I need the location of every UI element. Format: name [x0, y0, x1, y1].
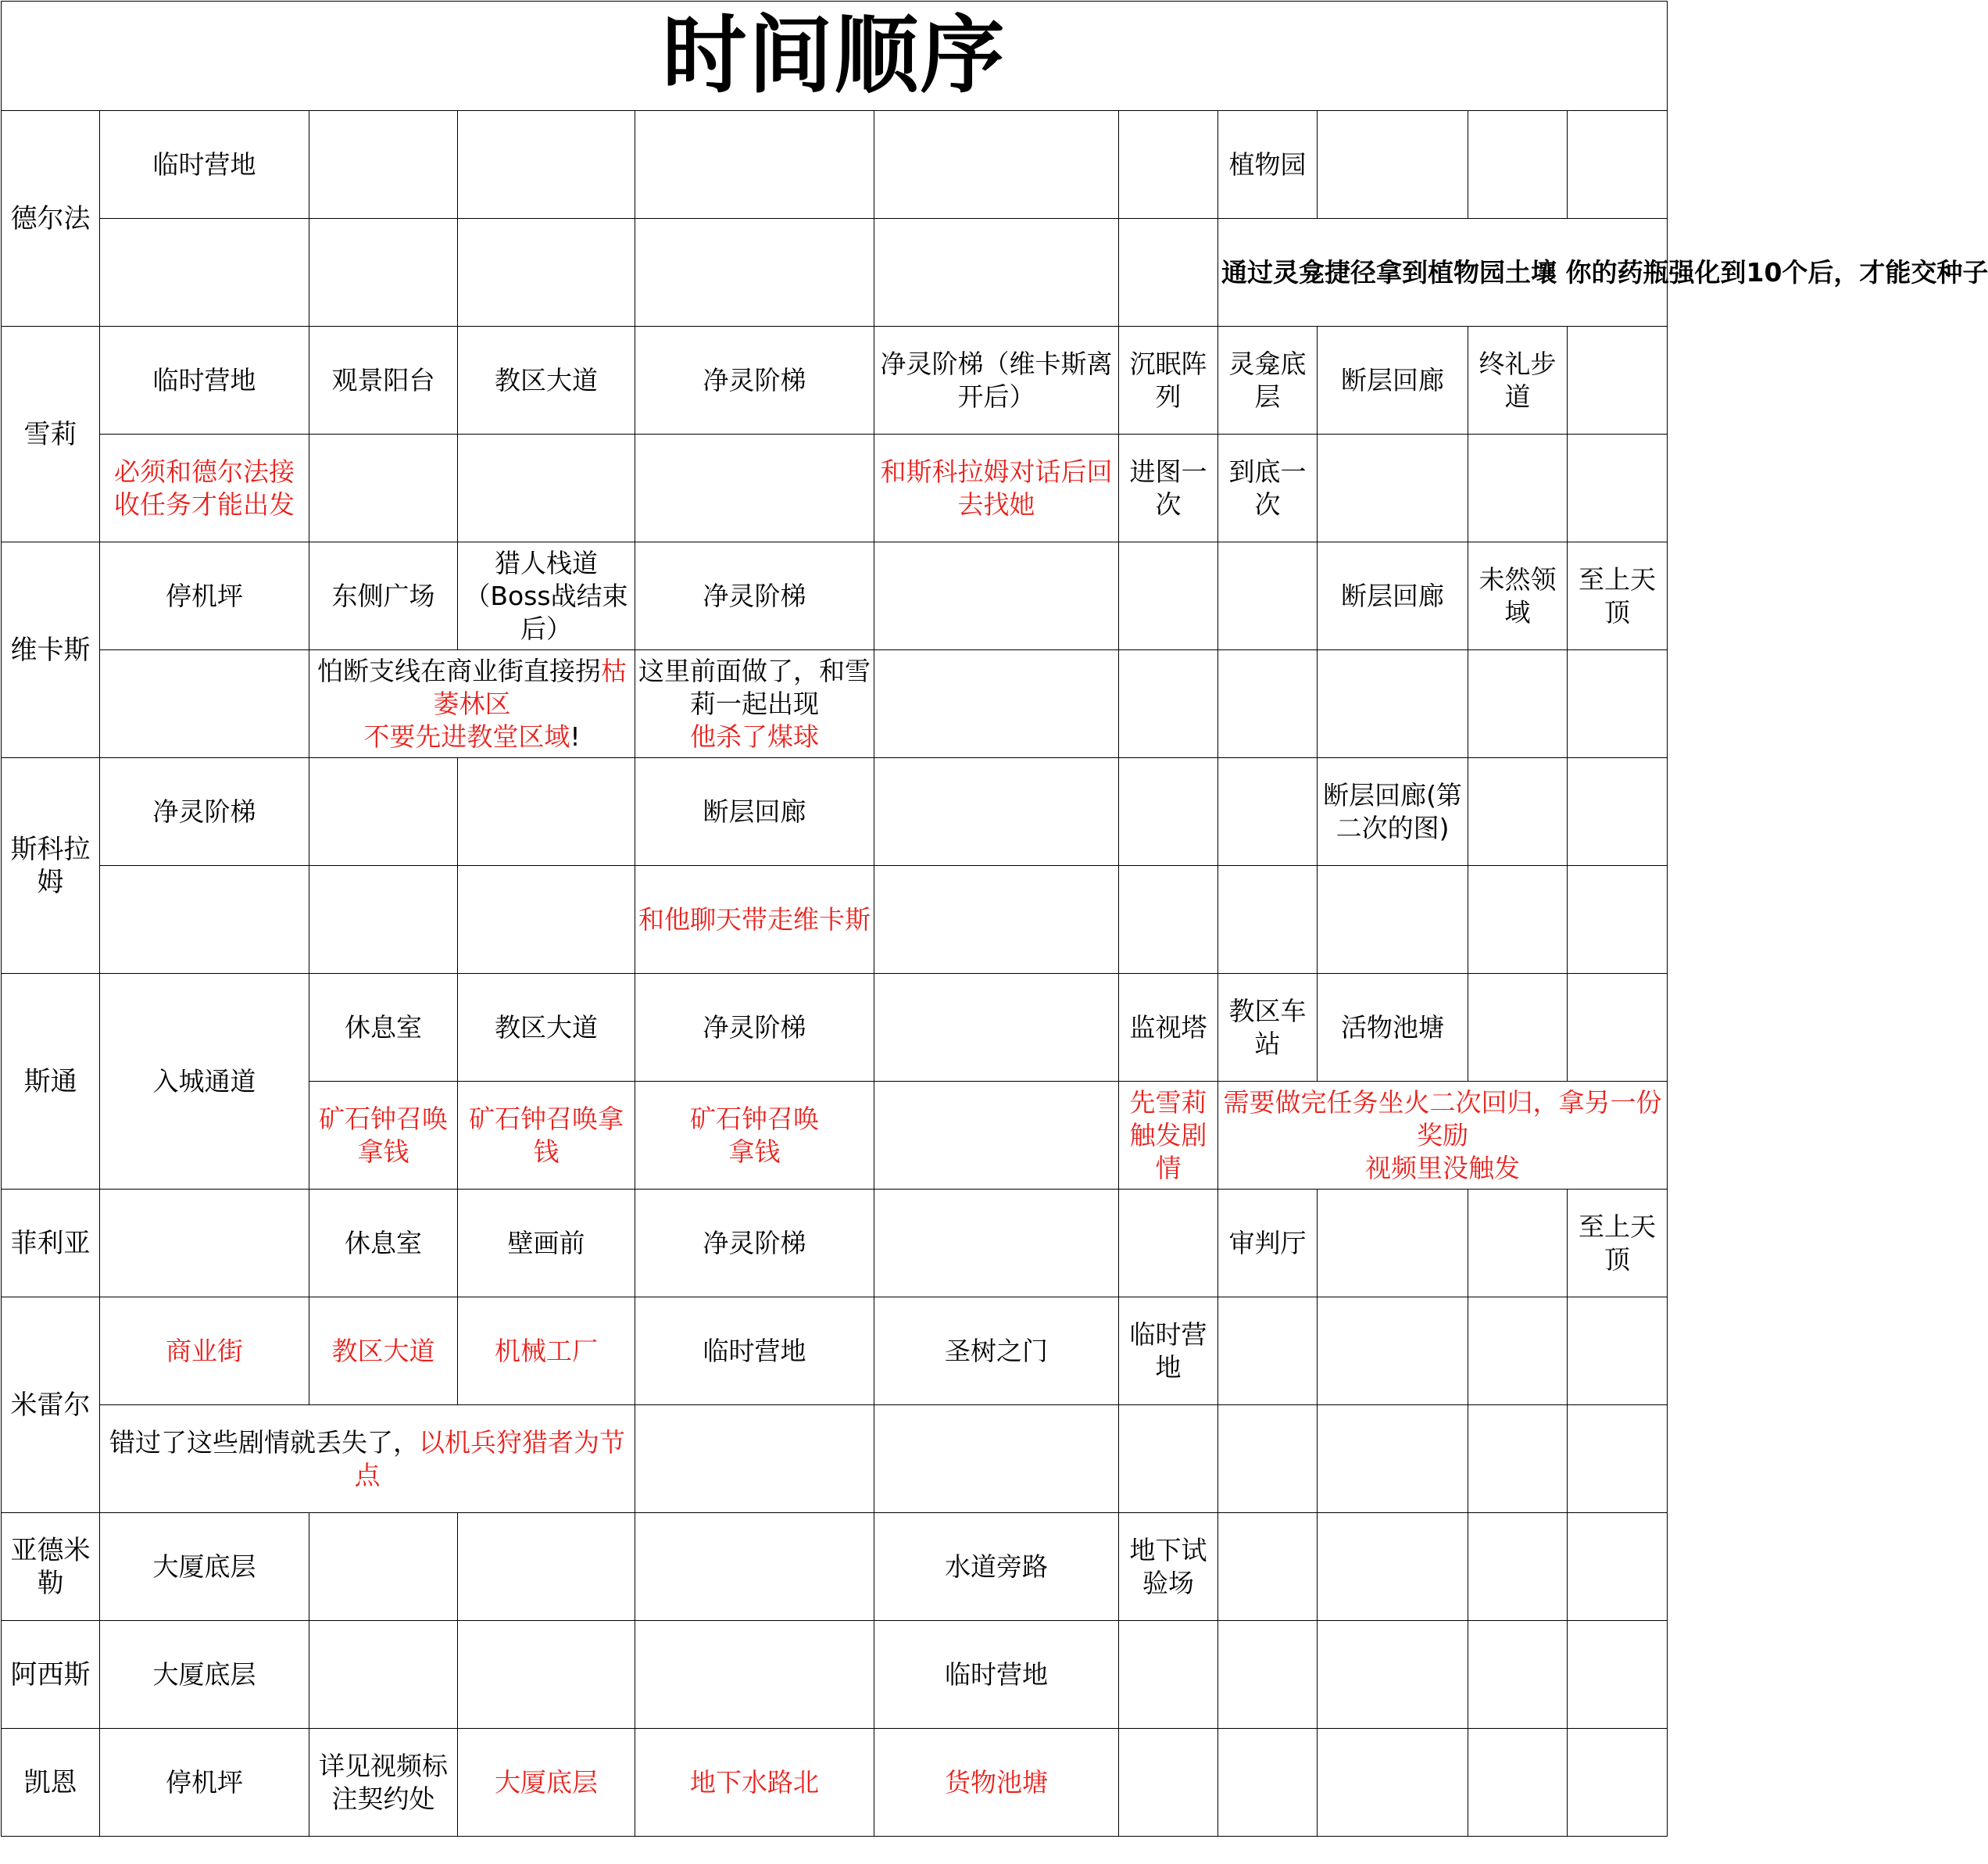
- table-cell: 断层回廊: [635, 758, 874, 866]
- table-cell: 商业街: [100, 1297, 309, 1405]
- table-cell: 灵龛底层: [1218, 327, 1318, 435]
- table-cell: 壁画前: [458, 1190, 635, 1297]
- table-cell: [1218, 1297, 1318, 1405]
- table-cell: [874, 758, 1119, 866]
- table-cell: [1468, 435, 1568, 542]
- table-cell: [1568, 650, 1668, 758]
- table-cell: 断层回廊: [1318, 542, 1468, 650]
- note-cell: 需要做完任务坐火二次回归，拿另一份奖励 视频里没触发: [1218, 1082, 1668, 1190]
- table-cell: [1119, 1190, 1218, 1297]
- table-cell: 临时营地: [1119, 1297, 1218, 1405]
- table-cell: [635, 1621, 874, 1729]
- table-cell: [1568, 111, 1668, 219]
- table-cell: [1119, 758, 1218, 866]
- table-cell: 临时营地: [635, 1297, 874, 1405]
- table-cell: 入城通道: [100, 974, 309, 1190]
- table-row: [2, 542, 1668, 650]
- note-text: 怕断支线在商业街直接拐: [317, 655, 601, 686]
- table-cell: [1218, 1405, 1318, 1513]
- table-cell: [1318, 866, 1468, 974]
- note-text: !: [570, 721, 581, 752]
- table-cell: [635, 111, 874, 219]
- table-cell: 水道旁路: [874, 1513, 1119, 1621]
- table-cell: [458, 866, 635, 974]
- table-cell: [1318, 1297, 1468, 1405]
- table-cell: [100, 1190, 309, 1297]
- table-cell: [458, 219, 635, 327]
- table-cell: [309, 1513, 458, 1621]
- table-cell: [1568, 1621, 1668, 1729]
- character-name: 凯恩: [2, 1729, 100, 1837]
- table-cell: [874, 1190, 1119, 1297]
- table-cell: [874, 974, 1119, 1082]
- table-cell: [1318, 435, 1468, 542]
- table-cell: [458, 1621, 635, 1729]
- table-cell: [309, 219, 458, 327]
- table-cell: 大厦底层: [100, 1513, 309, 1621]
- table-cell: 净灵阶梯: [100, 758, 309, 866]
- table-cell: [1468, 1190, 1568, 1297]
- table-cell: [1218, 542, 1318, 650]
- table-cell: [874, 1405, 1119, 1513]
- table-cell: 地下水路北: [635, 1729, 874, 1837]
- table-cell: 未然领域: [1468, 542, 1568, 650]
- table-row: [2, 111, 1668, 219]
- table-cell: [1218, 866, 1318, 974]
- table-cell: [1119, 111, 1218, 219]
- table-cell: [874, 219, 1119, 327]
- table-cell: [1318, 1513, 1468, 1621]
- table-cell: [1119, 1729, 1218, 1837]
- table-cell: [1318, 1621, 1468, 1729]
- table-cell: [1568, 866, 1668, 974]
- table-cell: [100, 219, 309, 327]
- table-cell: [458, 435, 635, 542]
- table-cell: [1468, 1621, 1568, 1729]
- table-cell: [1568, 327, 1668, 435]
- character-name: 维卡斯: [2, 542, 100, 758]
- table-cell: 审判厅: [1218, 1190, 1318, 1297]
- table-cell: 休息室: [309, 1190, 458, 1297]
- page-title: 时间顺序: [2, 2, 1668, 111]
- table-cell: 机械工厂: [458, 1297, 635, 1405]
- note-text: 错过了这些剧情就丢失了，: [109, 1426, 419, 1458]
- note-text-highlight: 他杀了煤球: [690, 721, 819, 752]
- note-cell: [100, 1405, 635, 1513]
- table-row: [2, 1190, 1668, 1297]
- table-cell: 大厦底层: [458, 1729, 635, 1837]
- table-cell: [1468, 758, 1568, 866]
- table-cell: 休息室: [309, 974, 458, 1082]
- table-cell: 东侧广场: [309, 542, 458, 650]
- table-cell: [1568, 758, 1668, 866]
- character-name: 雪莉: [2, 327, 100, 542]
- table-row: [2, 327, 1668, 435]
- note-text-highlight: 不要先进教堂区域: [363, 721, 570, 752]
- timeline-table: [1, 1, 1988, 1837]
- table-cell: [1318, 1405, 1468, 1513]
- table-row: [2, 866, 1668, 974]
- table-cell: 到底一次: [1218, 435, 1318, 542]
- note-cell: [309, 650, 635, 758]
- table-cell: 临时营地: [100, 327, 309, 435]
- table-cell: [1119, 219, 1218, 327]
- table-row: [2, 1729, 1668, 1837]
- character-name: 斯通: [2, 974, 100, 1190]
- table-cell: [458, 1513, 635, 1621]
- table-cell: [1468, 866, 1568, 974]
- table-cell: [874, 866, 1119, 974]
- table-row: [2, 1297, 1668, 1405]
- table-cell: 净灵阶梯: [635, 974, 874, 1082]
- table-cell: [1568, 1729, 1668, 1837]
- table-cell: 教区大道: [458, 974, 635, 1082]
- table-cell: 猎人栈道（Boss战结束后）: [458, 542, 635, 650]
- table-cell: [1568, 1297, 1668, 1405]
- table-cell: [1468, 974, 1568, 1082]
- note-cell: 矿石钟召唤拿钱: [309, 1082, 458, 1190]
- table-cell: 至上天顶: [1568, 1190, 1668, 1297]
- table-cell: [1568, 1405, 1668, 1513]
- table-cell: 教区大道: [309, 1297, 458, 1405]
- table-row: [2, 1621, 1668, 1729]
- table-cell: 沉眠阵列: [1119, 327, 1218, 435]
- table-cell: 教区车站: [1218, 974, 1318, 1082]
- table-cell: [1119, 1621, 1218, 1729]
- table-cell: 观景阳台: [309, 327, 458, 435]
- table-cell: [1218, 1729, 1318, 1837]
- table-cell: [635, 219, 874, 327]
- table-cell: [1568, 435, 1668, 542]
- table-cell: 活物池塘: [1318, 974, 1468, 1082]
- table-cell: [458, 758, 635, 866]
- table-row: [2, 974, 1668, 1082]
- table-cell: [1218, 1621, 1318, 1729]
- note-cell: 先雪莉触发剧情: [1119, 1082, 1218, 1190]
- character-name: 亚德米勒: [2, 1513, 100, 1621]
- table-cell: [100, 650, 309, 758]
- table-cell: [458, 111, 635, 219]
- table-cell: [874, 542, 1119, 650]
- table-row: [2, 219, 1668, 327]
- table-cell: 地下试验场: [1119, 1513, 1218, 1621]
- note-cell: 通过灵龛捷径拿到植物园土壤 你的药瓶强化到10个后，才能交种子: [1218, 219, 1668, 327]
- note-text: 这里前面做了，和雪莉一起出现: [638, 655, 871, 719]
- table-row: [2, 1405, 1668, 1513]
- table-row: [2, 435, 1668, 542]
- table-cell: [1119, 866, 1218, 974]
- character-name: 阿西斯: [2, 1621, 100, 1729]
- table-cell: [1468, 1297, 1568, 1405]
- table-cell: [635, 435, 874, 542]
- table-cell: 进图一次: [1119, 435, 1218, 542]
- character-name: 德尔法: [2, 111, 100, 327]
- table-cell: [1318, 111, 1468, 219]
- table-cell: 净灵阶梯（维卡斯离开后）: [874, 327, 1119, 435]
- table-cell: 临时营地: [874, 1621, 1119, 1729]
- table-cell: 圣树之门: [874, 1297, 1119, 1405]
- table-cell: 净灵阶梯: [635, 1190, 874, 1297]
- table-cell: [1218, 758, 1318, 866]
- table-cell: [1468, 111, 1568, 219]
- table-cell: [1119, 542, 1218, 650]
- table-cell: 净灵阶梯: [635, 542, 874, 650]
- table-cell: [1218, 1513, 1318, 1621]
- table-cell: [309, 866, 458, 974]
- note-text-highlight: 枯萎林区: [433, 655, 627, 719]
- table-cell: [874, 1082, 1119, 1190]
- note-cell: 矿石钟召唤 拿钱: [635, 1082, 874, 1190]
- table-cell: 净灵阶梯: [635, 327, 874, 435]
- table-cell: [1119, 650, 1218, 758]
- table-cell: [874, 111, 1119, 219]
- note-cell: [635, 650, 874, 758]
- table-row: [2, 650, 1668, 758]
- table-cell: [309, 111, 458, 219]
- table-cell: 教区大道: [458, 327, 635, 435]
- table-cell: [1318, 1729, 1468, 1837]
- table-cell: [100, 866, 309, 974]
- table-cell: 停机坪: [100, 542, 309, 650]
- table-cell: [1318, 650, 1468, 758]
- table-cell: [635, 1405, 874, 1513]
- table-cell: [1468, 1513, 1568, 1621]
- table-cell: 植物园: [1218, 111, 1318, 219]
- table-cell: 终礼步道: [1468, 327, 1568, 435]
- table-cell: [1218, 650, 1318, 758]
- note-cell: 和斯科拉姆对话后回去找她: [874, 435, 1119, 542]
- title-row: [2, 2, 1668, 111]
- table-cell: 临时营地: [100, 111, 309, 219]
- table-cell: 详见视频标注契约处: [309, 1729, 458, 1837]
- table-cell: [635, 1513, 874, 1621]
- table-cell: 大厦底层: [100, 1621, 309, 1729]
- table-cell: [1568, 974, 1668, 1082]
- table-cell: [309, 758, 458, 866]
- note-cell: 矿石钟召唤拿钱: [458, 1082, 635, 1190]
- table-cell: [1468, 1405, 1568, 1513]
- table-cell: 监视塔: [1119, 974, 1218, 1082]
- table-cell: [1119, 1405, 1218, 1513]
- table-cell: [1568, 1513, 1668, 1621]
- character-name: 菲利亚: [2, 1190, 100, 1297]
- note-cell: 和他聊天带走维卡斯: [635, 866, 874, 974]
- table-row: [2, 1513, 1668, 1621]
- table-cell: 至上天顶: [1568, 542, 1668, 650]
- character-name: 米雷尔: [2, 1297, 100, 1513]
- table-cell: [1318, 1190, 1468, 1297]
- table-cell: [1468, 650, 1568, 758]
- note-cell: 必须和德尔法接收任务才能出发: [100, 435, 309, 542]
- character-name: 斯科拉姆: [2, 758, 100, 974]
- table-cell: [1468, 1729, 1568, 1837]
- table-cell: 停机坪: [100, 1729, 309, 1837]
- table-cell: [874, 650, 1119, 758]
- table-row: [2, 758, 1668, 866]
- table-cell: [309, 435, 458, 542]
- table-cell: 断层回廊: [1318, 327, 1468, 435]
- table-cell: 货物池塘: [874, 1729, 1119, 1837]
- table-cell: [309, 1621, 458, 1729]
- note-text-highlight: 以机兵狩猎者为节点: [354, 1426, 625, 1490]
- table-cell: 断层回廊(第二次的图): [1318, 758, 1468, 866]
